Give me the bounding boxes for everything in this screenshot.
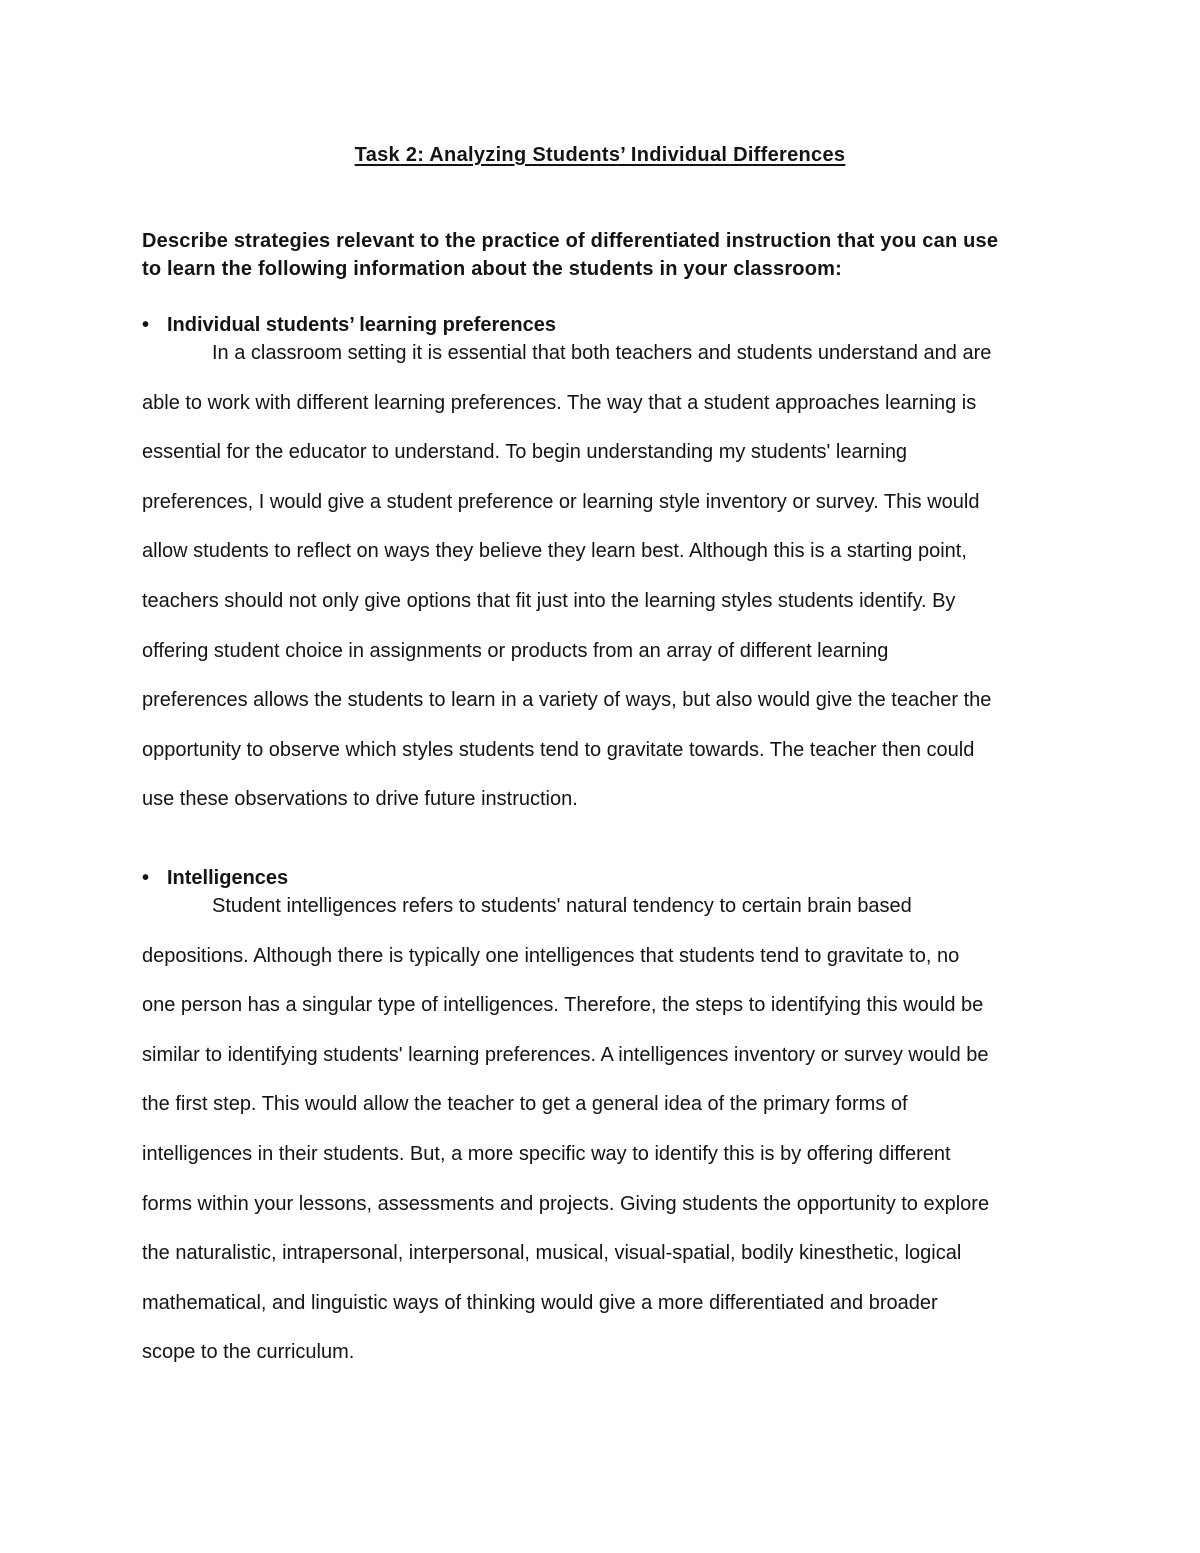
bullet: • (142, 867, 150, 889)
paragraph-line: intelligences in their students. But, a more specific way to identify this is by offering different (142, 1142, 951, 1165)
bullet: • (142, 314, 150, 336)
paragraph-line: one person has a singular type of intelligences. Therefore, the steps to identifying this would be (142, 994, 984, 1017)
paragraph-line: essential for the educator to understand. To begin understanding my students' learning (142, 441, 908, 464)
section-paragraph-learning-preferences (142, 329, 1062, 825)
document-title: Task 2: Analyzing Students’ Individual Differences (354, 144, 846, 166)
paragraph-line: use these observations to drive future instruction. (142, 788, 578, 811)
section-paragraph-intelligences (142, 882, 1062, 1378)
paragraph-line: opportunity to observe which styles students tend to gravitate towards. The teacher then could (142, 738, 975, 761)
paragraph-line: similar to identifying students' learning preferences. A intelligences inventory or survey would be (142, 1043, 989, 1066)
paragraph-line: In a classroom setting it is essential that both teachers and students understand and are (212, 342, 992, 364)
paragraph-line: mathematical, and linguistic ways of thinking would give a more differentiated and broader (142, 1291, 938, 1314)
paragraph-line: Student intelligences refers to students' natural tendency to certain brain based (212, 895, 912, 917)
paragraph-line: able to work with different learning preferences. The way that a student approaches learning is (142, 391, 977, 414)
paragraph-line: preferences, I would give a student preference or learning style inventory or survey. This would (142, 490, 980, 513)
prompt-line: to learn the following information about the students in your classroom: (142, 258, 842, 280)
paragraph-line: the first step. This would allow the teacher to get a general idea of the primary forms of (142, 1093, 908, 1116)
paragraph-line: preferences allows the students to learn in a variety of ways, but also would give the teacher the (142, 689, 992, 712)
paragraph-line: forms within your lessons, assessments and projects. Giving students the opportunity to explore (142, 1192, 990, 1215)
paragraph-line: depositions. Although there is typically one intelligences that students tend to gravitate to, no (142, 944, 960, 967)
prompt (142, 227, 1082, 283)
prompt-line: Describe strategies relevant to the practice of differentiated instruction that you can use (142, 230, 999, 252)
paragraph-line: the naturalistic, intrapersonal, interpersonal, musical, visual-spatial, bodily kinesthetic, logical (142, 1242, 962, 1265)
paragraph-line: scope to the curriculum. (142, 1341, 355, 1364)
paragraph-line: teachers should not only give options that fit just into the learning styles students identify. By (142, 589, 956, 612)
section-heading-text: Individual students’ learning preferences (167, 314, 556, 336)
paragraph-line: allow students to reflect on ways they believe they learn best. Although this is a starting point, (142, 540, 967, 563)
paragraph-line: offering student choice in assignments or products from an array of different learning (142, 639, 889, 662)
section-heading-text: Intelligences (167, 867, 289, 889)
